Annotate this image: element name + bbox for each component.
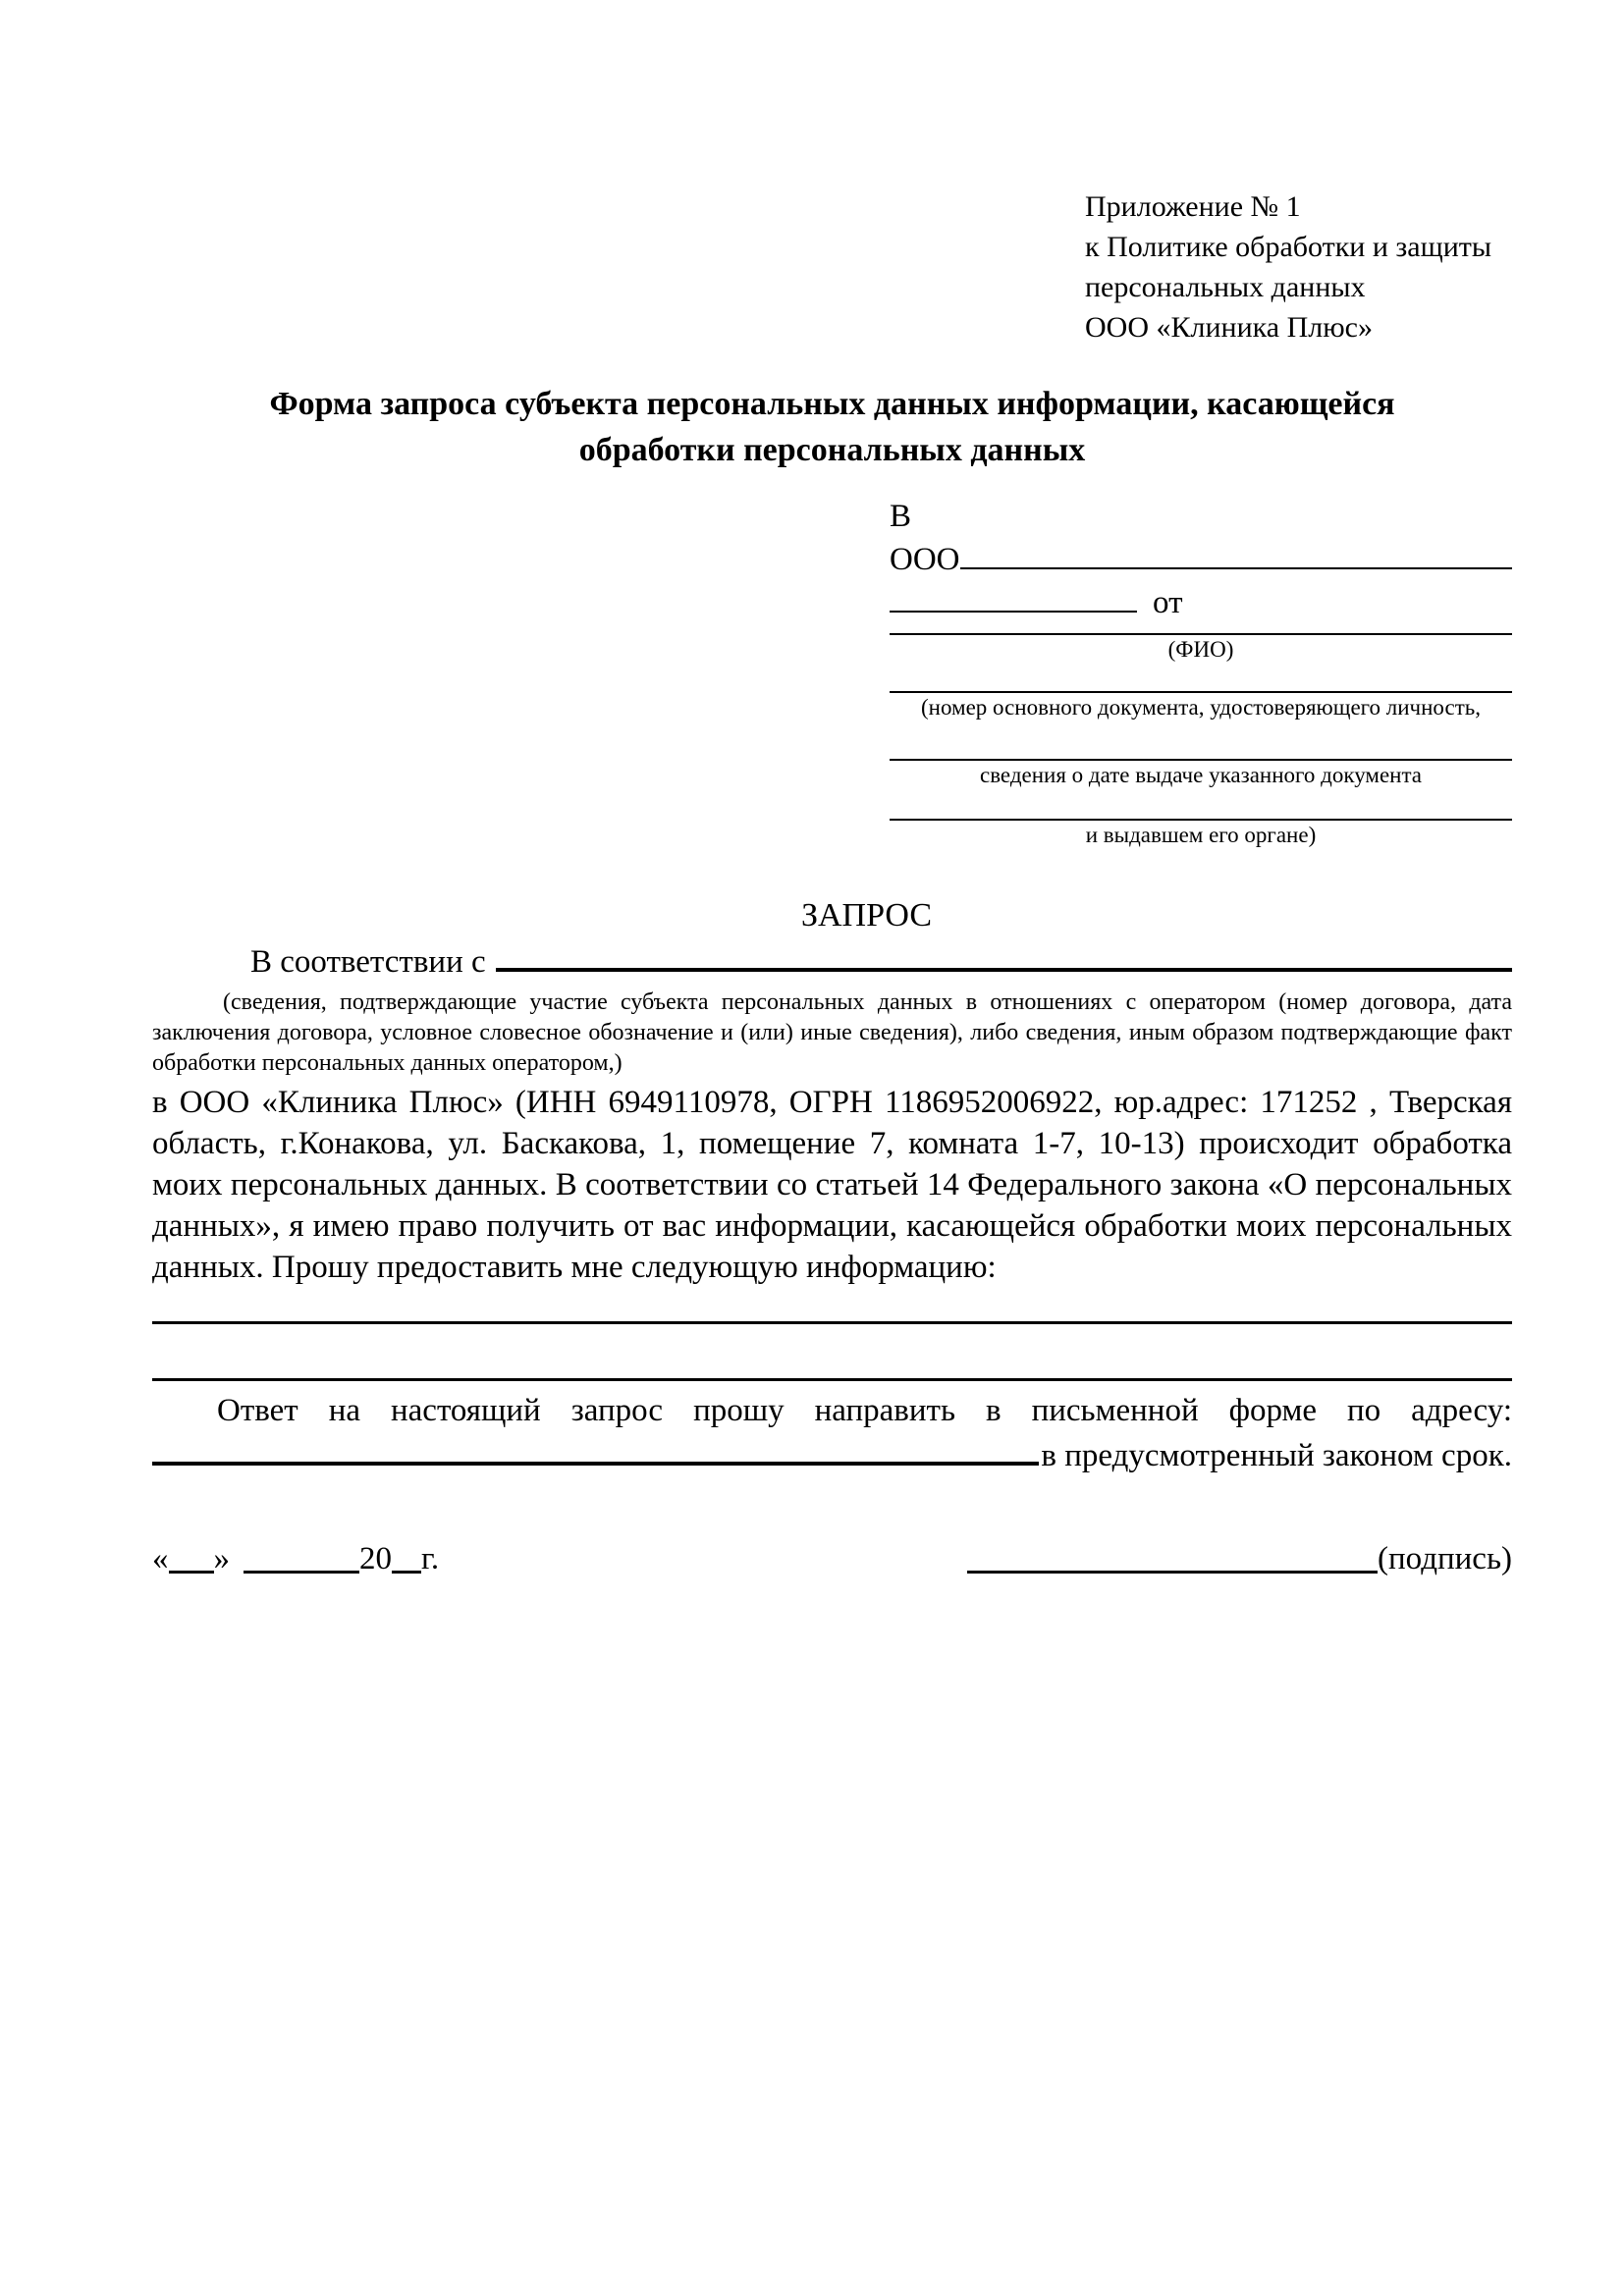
from-label: от [1153, 585, 1183, 620]
addressee-org-row [890, 538, 1512, 581]
request-heading: ЗАПРОС [800, 897, 933, 934]
information-blank-line-2 [152, 1378, 1512, 1381]
month-blank [244, 1571, 359, 1574]
accordance-label: В соответствии с [250, 944, 486, 980]
information-blank-line-1 [152, 1321, 1512, 1324]
document-number-caption: (номер основного документа, удостоверяющего личность, [920, 695, 1481, 720]
annex-line: персональных данных [1085, 271, 1366, 303]
date-quote-open: « [152, 1541, 169, 1576]
year-label: 20 [359, 1541, 392, 1576]
footer-row [152, 1537, 1512, 1581]
signature-group [967, 1537, 1512, 1581]
reply-row [152, 1433, 1512, 1478]
accordance-row [152, 940, 1512, 985]
issuing-authority-caption: и выдавшем его органе) [1085, 823, 1317, 847]
reply-intro: Ответ на настоящий запрос прошу направить в письменной форме по адресу: [217, 1393, 1512, 1428]
year-suffix-label: г. [421, 1541, 440, 1576]
day-blank [169, 1571, 214, 1574]
addressee-from-row [890, 581, 1512, 624]
addressee-org-label: ООО [890, 542, 960, 577]
issue-date-caption: сведения о дате выдаче указанного документа [979, 763, 1423, 787]
reply-address-blank [152, 1462, 1039, 1466]
annex-block [1085, 187, 1512, 347]
fio-caption: (ФИО) [1167, 637, 1234, 662]
body-paragraph: в ООО «Клиника Плюс» (ИНН 6949110978, ОГРН 1186952006922, юр.адрес: 171252 , Тверская область, г.Конакова, ул. Баскакова, 1, помещение 7, комната 1-7, 10-13) происходит обработка моих персональных данных. В соответствии со статьей 14 Федерального закона «О персональных данных», я имею право получить от вас информации, касающейся обработки моих персональных данных. Прошу предоставить мне следующую информацию: [152, 1085, 1512, 1285]
signature-caption: (подпись) [1378, 1541, 1512, 1576]
annex-line: ООО «Клиника Плюс» [1085, 311, 1373, 344]
reply-tail: в предусмотренный законом срок. [1041, 1438, 1512, 1473]
signature-blank [967, 1571, 1378, 1574]
document-title: Форма запроса субъекта персональных данных информации, касающейся обработки персональных данных [269, 386, 1395, 468]
org-name-blank [960, 567, 1513, 569]
date-group [152, 1537, 439, 1581]
year-blank [392, 1571, 421, 1574]
from-blank [890, 611, 1137, 613]
annex-line: к Политике обработки и защиты [1085, 231, 1492, 263]
addressee-block [890, 495, 1512, 850]
addressee-to-label: В [890, 499, 912, 534]
footnote-text: (сведения, подтверждающие участие субъекта персональных данных в отношениях с оператором (номер договора, дата заключения договора, условное словесное обозначение и (или) иные сведения), либо сведения, иным образом подтверждающие факт обработки персональных данных оператором,) [152, 989, 1512, 1076]
annex-line: Приложение № 1 [1085, 190, 1301, 223]
accordance-blank [496, 968, 1512, 972]
date-quote-close: » [213, 1541, 230, 1576]
